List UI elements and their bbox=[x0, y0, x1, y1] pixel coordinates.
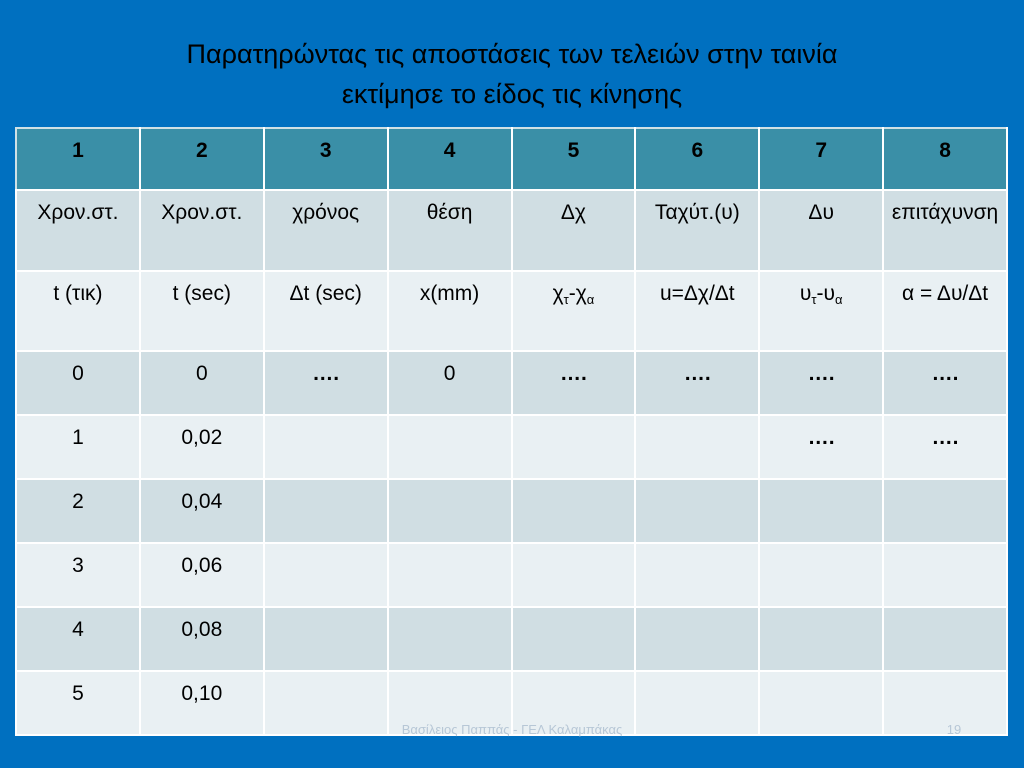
label-cell: Δχ bbox=[512, 190, 636, 271]
table-cell bbox=[635, 415, 759, 479]
table-cell: 0,02 bbox=[140, 415, 264, 479]
table-cell: 0,10 bbox=[140, 671, 264, 735]
table-cell: …. bbox=[883, 415, 1007, 479]
table-cell bbox=[512, 479, 636, 543]
table-cell: 0,08 bbox=[140, 607, 264, 671]
header-cell: 3 bbox=[264, 128, 388, 190]
table-row bbox=[16, 351, 1007, 415]
table-cell: 0,06 bbox=[140, 543, 264, 607]
table-cell: 5 bbox=[16, 671, 140, 735]
table-cell bbox=[883, 607, 1007, 671]
label-cell: Δυ bbox=[759, 190, 883, 271]
table-cell bbox=[635, 607, 759, 671]
slide-title bbox=[0, 34, 1024, 114]
unit-subscript: τ bbox=[563, 292, 569, 307]
table-cell bbox=[759, 543, 883, 607]
unit-text: υ bbox=[799, 282, 812, 305]
table-cell bbox=[635, 479, 759, 543]
unit-cell: α = Δυ/Δt bbox=[883, 271, 1007, 351]
table-cell bbox=[512, 543, 636, 607]
header-cell: 7 bbox=[759, 128, 883, 190]
table-row bbox=[16, 479, 1007, 543]
table-cell: 0 bbox=[140, 351, 264, 415]
table-cell bbox=[264, 415, 388, 479]
unit-text: χ bbox=[552, 282, 564, 305]
header-cell: 6 bbox=[635, 128, 759, 190]
unit-cell: t (sec) bbox=[140, 271, 264, 351]
data-table bbox=[15, 127, 1008, 736]
table-cell bbox=[388, 415, 512, 479]
table-cell: …. bbox=[883, 351, 1007, 415]
unit-subscript: α bbox=[834, 292, 843, 307]
table-cell bbox=[883, 479, 1007, 543]
table-cell: 3 bbox=[16, 543, 140, 607]
unit-cell: t (τικ) bbox=[16, 271, 140, 351]
table-cell bbox=[883, 543, 1007, 607]
label-cell: επιτάχυνση bbox=[883, 190, 1007, 271]
unit-cell: u=Δχ/Δt bbox=[635, 271, 759, 351]
table-label-row bbox=[16, 190, 1007, 271]
table-cell bbox=[264, 479, 388, 543]
table-cell: 1 bbox=[16, 415, 140, 479]
table-cell: …. bbox=[759, 351, 883, 415]
unit-subscript: α bbox=[586, 292, 595, 307]
header-cell: 1 bbox=[16, 128, 140, 190]
table-row bbox=[16, 415, 1007, 479]
table-row bbox=[16, 607, 1007, 671]
table-cell bbox=[264, 607, 388, 671]
table-cell: …. bbox=[264, 351, 388, 415]
label-cell: θέση bbox=[388, 190, 512, 271]
unit-text: -υ bbox=[816, 282, 835, 305]
table-cell bbox=[512, 607, 636, 671]
table-cell bbox=[759, 607, 883, 671]
table-cell bbox=[388, 543, 512, 607]
label-cell: Ταχύτ.(υ) bbox=[635, 190, 759, 271]
unit-cell-delta-x bbox=[512, 271, 636, 351]
table-cell: 2 bbox=[16, 479, 140, 543]
table-cell: 0 bbox=[388, 351, 512, 415]
slide-footer-author: Βασίλειος Παππάς - ΓΕΛ Καλαμπάκας bbox=[401, 722, 623, 737]
header-cell: 5 bbox=[512, 128, 636, 190]
table-cell: 0,04 bbox=[140, 479, 264, 543]
table-cell bbox=[388, 607, 512, 671]
label-cell: Χρον.στ. bbox=[140, 190, 264, 271]
table-header-row bbox=[16, 128, 1007, 190]
slide-title-line-1: Παρατηρώντας τις αποστάσεις των τελειών στην ταινία bbox=[186, 39, 838, 69]
slide-page-number: 19 bbox=[946, 722, 962, 737]
table-cell bbox=[512, 415, 636, 479]
table-cell: 0 bbox=[16, 351, 140, 415]
unit-text: -χ bbox=[568, 282, 587, 305]
label-cell: Χρον.στ. bbox=[16, 190, 140, 271]
label-cell: χρόνος bbox=[264, 190, 388, 271]
table-row bbox=[16, 543, 1007, 607]
table-cell bbox=[759, 479, 883, 543]
table-cell bbox=[388, 479, 512, 543]
unit-subscript: τ bbox=[811, 292, 817, 307]
table-cell: …. bbox=[512, 351, 636, 415]
slide-title-line-2: εκτίμησε το είδος τις κίνησης bbox=[341, 79, 683, 109]
table-cell bbox=[264, 543, 388, 607]
unit-cell: Δt (sec) bbox=[264, 271, 388, 351]
unit-cell-delta-v bbox=[759, 271, 883, 351]
header-cell: 2 bbox=[140, 128, 264, 190]
header-cell: 8 bbox=[883, 128, 1007, 190]
table-unit-row bbox=[16, 271, 1007, 351]
table-cell: 4 bbox=[16, 607, 140, 671]
unit-cell: x(mm) bbox=[388, 271, 512, 351]
table-cell bbox=[635, 543, 759, 607]
table-cell: …. bbox=[635, 351, 759, 415]
header-cell: 4 bbox=[388, 128, 512, 190]
table-cell: …. bbox=[759, 415, 883, 479]
